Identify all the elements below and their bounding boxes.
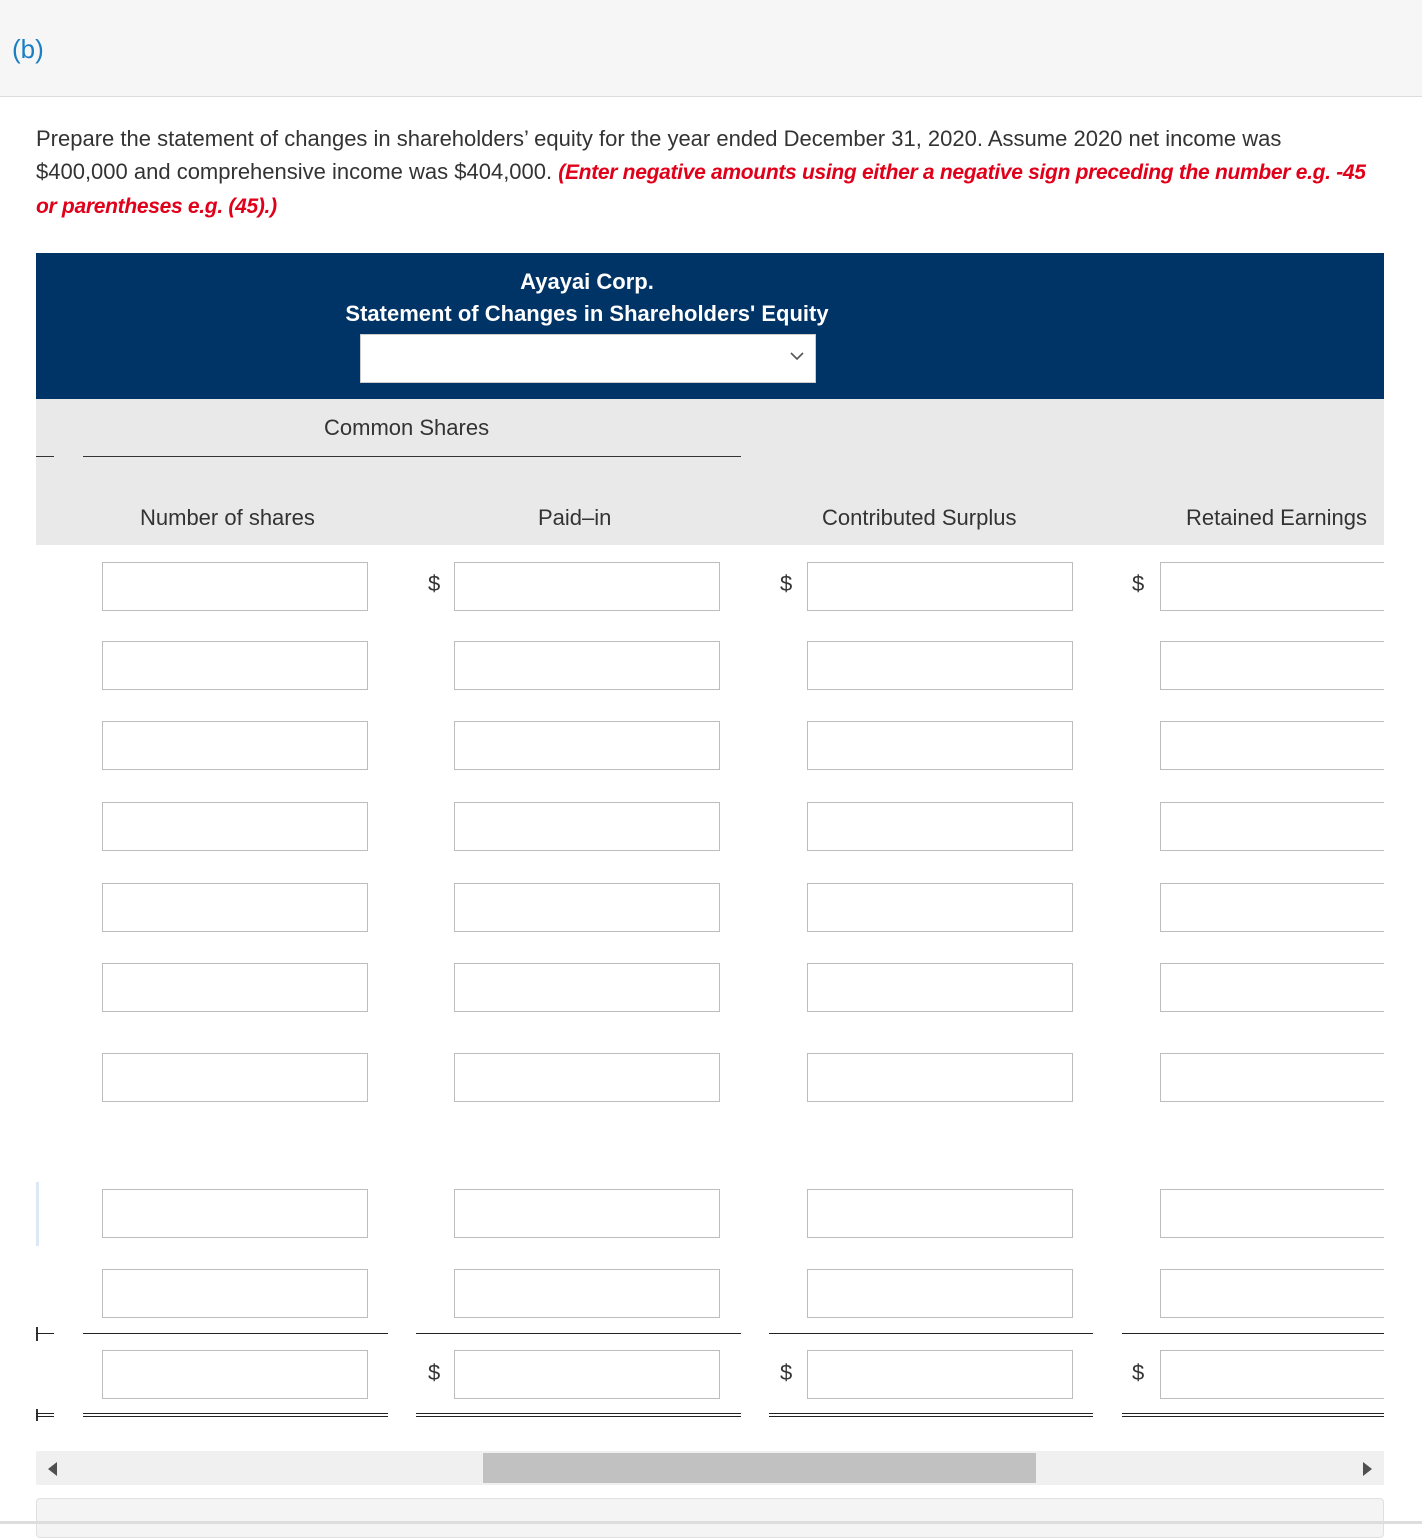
paid-in-input[interactable] xyxy=(454,802,720,851)
focus-edge xyxy=(36,1182,39,1246)
total-rule xyxy=(769,1333,1093,1334)
part-label: (b) xyxy=(12,34,44,64)
retained-earnings-input[interactable] xyxy=(1160,802,1384,851)
contributed-surplus-input[interactable] xyxy=(807,963,1073,1012)
contributed-surplus-header: Contributed Surplus xyxy=(822,505,1017,530)
contributed-surplus-input[interactable] xyxy=(807,721,1073,770)
divider xyxy=(36,456,54,457)
statement-title: Statement of Changes in Shareholders' Equity xyxy=(345,301,829,326)
double-rule xyxy=(83,1413,388,1417)
contributed-surplus-input[interactable] xyxy=(807,562,1073,611)
dollar-sign: $ xyxy=(1132,1360,1145,1385)
contributed-surplus-input[interactable] xyxy=(807,1053,1073,1102)
shares-input[interactable] xyxy=(102,1053,368,1102)
divider xyxy=(36,1333,54,1334)
total-paid-in-input[interactable] xyxy=(454,1350,720,1399)
retained-earnings-input[interactable] xyxy=(1160,721,1384,770)
total-rule xyxy=(83,1333,388,1334)
paid-in-input[interactable] xyxy=(454,1269,720,1318)
paid-in-input[interactable] xyxy=(454,963,720,1012)
company-name: Ayayai Corp. xyxy=(520,269,654,294)
paid-in-input[interactable] xyxy=(454,641,720,690)
shares-input[interactable] xyxy=(102,883,368,932)
dollar-sign: $ xyxy=(428,1360,441,1385)
contributed-surplus-input[interactable] xyxy=(807,802,1073,851)
retained-earnings-input[interactable] xyxy=(1160,641,1384,690)
retained-earnings-input[interactable] xyxy=(1160,1269,1384,1318)
date-select[interactable] xyxy=(360,334,816,383)
shares-input[interactable] xyxy=(102,721,368,770)
scroll-left-icon[interactable] xyxy=(48,1462,57,1476)
double-rule xyxy=(769,1413,1093,1417)
contributed-surplus-input[interactable] xyxy=(807,641,1073,690)
shares-input[interactable] xyxy=(102,562,368,611)
contributed-surplus-input[interactable] xyxy=(807,1269,1073,1318)
dollar-sign: $ xyxy=(428,571,441,596)
paid-in-header: Paid–in xyxy=(538,505,612,530)
retained-earnings-input[interactable] xyxy=(1160,963,1384,1012)
dollar-sign: $ xyxy=(780,1360,793,1385)
statement-header xyxy=(36,253,1384,399)
retained-earnings-input[interactable] xyxy=(1160,562,1384,611)
shares-input[interactable] xyxy=(102,641,368,690)
dollar-sign: $ xyxy=(780,571,793,596)
retained-earnings-input[interactable] xyxy=(1160,883,1384,932)
total-retained-earnings-input[interactable] xyxy=(1160,1350,1384,1399)
double-rule xyxy=(416,1413,741,1417)
total-rule xyxy=(416,1333,741,1334)
paid-in-input[interactable] xyxy=(454,1053,720,1102)
scroll-right-icon[interactable] xyxy=(1363,1462,1372,1476)
double-rule xyxy=(1122,1413,1384,1417)
instructions-note: (Enter negative amounts using either a negative sign preceding the number e.g. -45 or parentheses e.g. (45).) xyxy=(36,161,1366,218)
contributed-surplus-input[interactable] xyxy=(807,883,1073,932)
paid-in-input[interactable] xyxy=(454,562,720,611)
next-section-box xyxy=(36,1498,1384,1538)
total-contributed-surplus-input[interactable] xyxy=(807,1350,1073,1399)
retained-earnings-input[interactable] xyxy=(1160,1189,1384,1238)
shares-input[interactable] xyxy=(102,802,368,851)
horizontal-scrollbar[interactable] xyxy=(36,1451,1384,1485)
shares-input[interactable] xyxy=(102,963,368,1012)
common-shares-group-label: Common Shares xyxy=(324,415,490,440)
paid-in-input[interactable] xyxy=(454,1189,720,1238)
part-header xyxy=(0,0,1422,97)
shares-input[interactable] xyxy=(102,1189,368,1238)
total-shares-input[interactable] xyxy=(102,1350,368,1399)
instructions-text: Prepare the statement of changes in shareholders’ equity for the year ended December 31, 2020. Assume 2020 net income was $400,000 and comprehensive income was $404,000. xyxy=(36,126,1282,184)
common-shares-group-rule xyxy=(83,456,741,457)
divider xyxy=(36,1327,38,1341)
instructions xyxy=(36,122,1376,223)
paid-in-input[interactable] xyxy=(454,721,720,770)
retained-earnings-header: Retained Earnings xyxy=(1186,505,1368,530)
scrollbar-thumb[interactable] xyxy=(483,1453,1036,1483)
paid-in-input[interactable] xyxy=(454,883,720,932)
retained-earnings-input[interactable] xyxy=(1160,1053,1384,1102)
shares-input[interactable] xyxy=(102,1269,368,1318)
chevron-down-icon xyxy=(789,348,805,364)
dollar-sign: $ xyxy=(1132,571,1145,596)
total-rule xyxy=(1122,1333,1384,1334)
divider xyxy=(36,1413,54,1417)
contributed-surplus-input[interactable] xyxy=(807,1189,1073,1238)
number-of-shares-header: Number of shares xyxy=(140,505,315,530)
